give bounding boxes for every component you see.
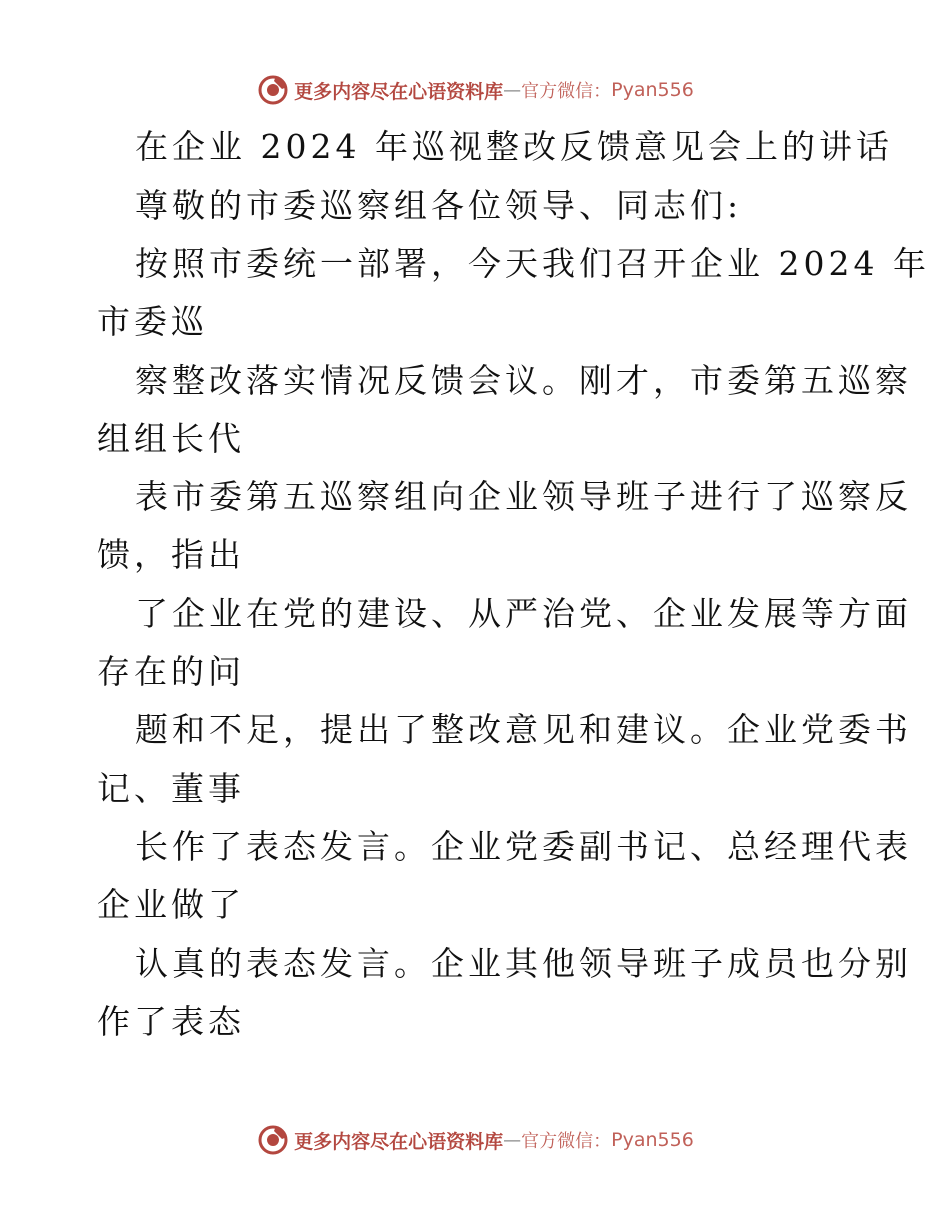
paragraph-line: 馈，指出 (97, 535, 245, 574)
paragraph-line: 市委巡 (97, 302, 208, 341)
paragraph-line: 察整改落实情况反馈会议。刚才，市委第五巡察 (135, 361, 912, 400)
paragraph-line: 存在的问 (97, 652, 245, 691)
banner-wechat-label: 官方微信： (521, 81, 612, 102)
banner-wechat-handle: Pyan556 (611, 79, 694, 101)
footer-banner (0, 1120, 950, 1160)
document-title: 在企业 2024 年巡视整改反馈意见会上的讲话 (135, 127, 893, 166)
paragraph-line: 题和不足，提出了整改意见和建议。企业党委书 (135, 710, 912, 749)
paragraph-line: 组组长代 (97, 419, 245, 458)
salutation: 尊敬的市委巡察组各位领导、同志们: (135, 186, 743, 225)
paragraph-line: 表市委第五巡察组向企业领导班子进行了巡察反 (135, 477, 912, 516)
banner-brand-text: 更多内容尽在心语资料库 (294, 1130, 504, 1153)
header-banner (0, 70, 950, 110)
banner-wechat-handle: Pyan556 (611, 1129, 694, 1151)
paragraph-line: 作了表态 (97, 1002, 245, 1041)
banner-wechat-label: 官方微信： (521, 1131, 612, 1152)
paragraph-line: 按照市委统一部署，今天我们召开企业 2024 年 (135, 244, 930, 283)
banner-brand-text: 更多内容尽在心语资料库 (294, 80, 504, 103)
paragraph-line: 企业做了 (97, 885, 245, 924)
paragraph-line: 长作了表态发言。企业党委副书记、总经理代表 (135, 827, 912, 866)
banner-dash: — (503, 1129, 522, 1151)
banner-dash: — (503, 79, 522, 101)
brand-logo-icon (256, 1123, 290, 1157)
brand-logo-icon (256, 73, 290, 107)
paragraph-line: 了企业在党的建设、从严治党、企业发展等方面 (135, 594, 912, 633)
paragraph-line: 记、董事 (97, 769, 245, 808)
paragraph-line: 认真的表态发言。企业其他领导班子成员也分别 (135, 944, 912, 983)
